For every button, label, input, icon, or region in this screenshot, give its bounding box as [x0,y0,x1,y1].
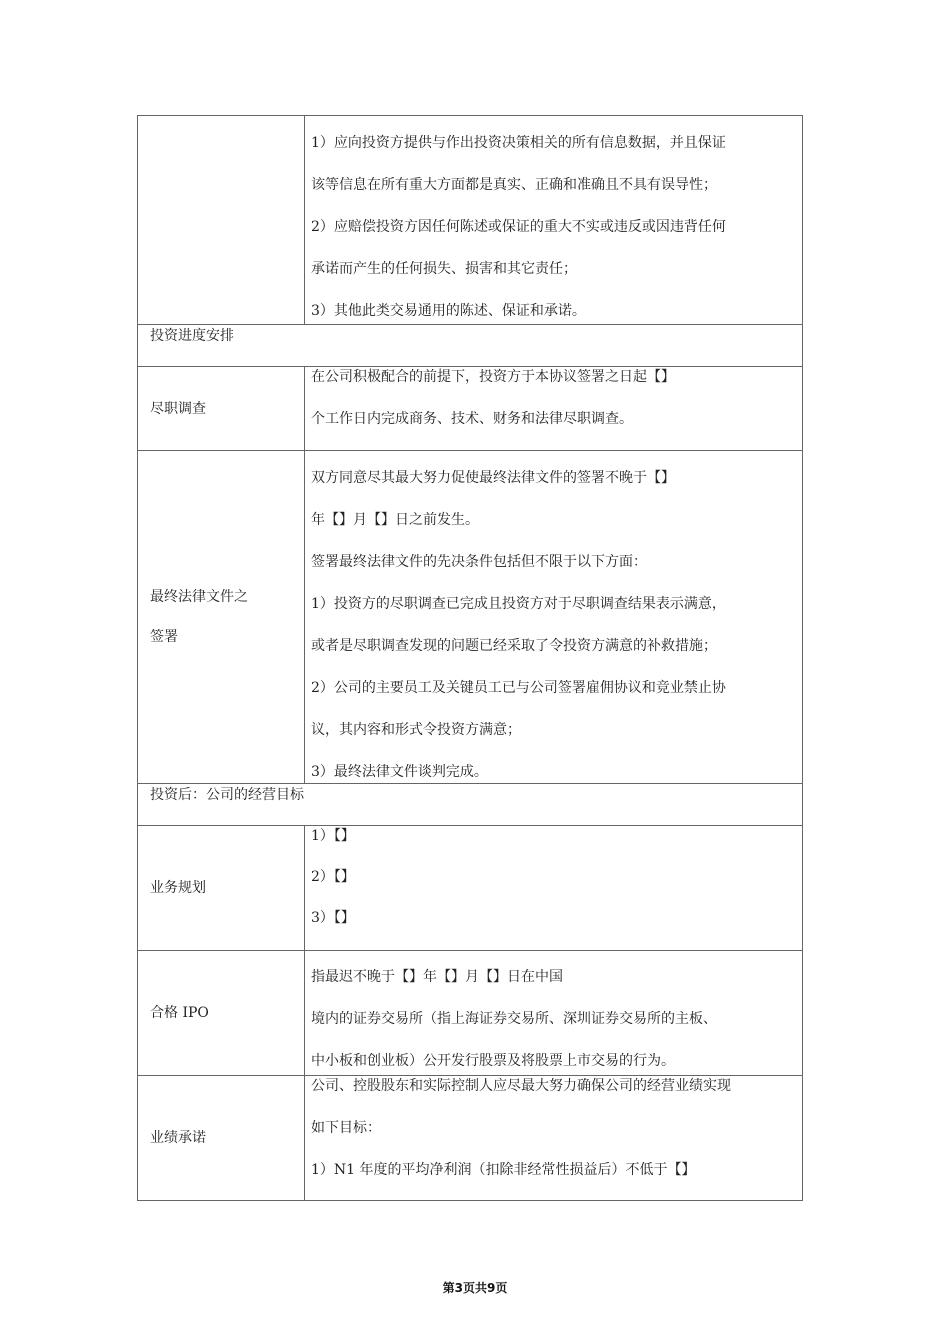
final-docs-line-7: 议，其内容和形式令投资方满意； [311,722,521,738]
due-diligence-label-cell [138,367,305,451]
business-plan-content-cell [305,826,803,951]
business-plan-item-2: 2）【】 [311,869,355,885]
reps-label-cell [138,116,305,325]
performance-label: 业绩承诺 [150,1130,206,1146]
performance-row [138,1076,803,1201]
section-schedule-cell [138,325,803,367]
term-sheet-table [137,115,803,1201]
due-diligence-label: 尽职调查 [150,400,206,417]
reps-line-2: 该等信息在所有重大方面都是真实、正确和准确且不具有误导性； [311,177,717,193]
reps-line-4: 承诺而产生的任何损失、损害和其它责任； [311,261,577,277]
final-docs-line-1: 双方同意尽其最大努力促使最终法律文件的签署不晚于【】 [311,470,675,486]
final-docs-label-cell [138,451,305,784]
section-targets-row [138,784,803,826]
final-docs-line-2: 年【】月【】日之前发生。 [311,512,479,528]
due-diligence-content-cell [305,367,803,451]
reps-line-1: 1）应向投资方提供与作出投资决策相关的所有信息数据，并且保证 [311,135,726,151]
performance-label-cell [138,1076,305,1201]
section-schedule-title: 投资进度安排 [150,328,234,344]
section-schedule-row [138,325,803,367]
qualified-ipo-label-cell [138,951,305,1076]
reps-content-cell [305,116,803,325]
qualified-ipo-row [138,951,803,1076]
qualified-ipo-line-2: 境内的证券交易所（指上海证券交易所、深圳证券交易所的主板、 [311,1011,717,1027]
qualified-ipo-label: 合格 IPO [150,1005,209,1021]
final-docs-content-cell [305,451,803,784]
final-docs-line-6: 2）公司的主要员工及关键员工已与公司签署雇佣协议和竞业禁止协 [311,680,726,696]
final-docs-line-8: 3）最终法律文件谈判完成。 [311,764,488,780]
due-diligence-line-1: 在公司积极配合的前提下，投资方于本协议签署之日起【】 [311,369,675,385]
final-docs-line-5: 或者是尽职调查发现的问题已经采取了令投资方满意的补救措施； [311,638,717,654]
qualified-ipo-line-3: 中小板和创业板）公开发行股票及将股票上市交易的行为。 [311,1053,675,1069]
reps-line-5: 3）其他此类交易通用的陈述、保证和承诺。 [311,303,586,319]
final-docs-line-4: 1）投资方的尽职调查已完成且投资方对于尽职调查结果表示满意， [311,596,726,612]
qualified-ipo-content-cell [305,951,803,1076]
section-targets-title: 投资后：公司的经营目标 [150,787,304,803]
final-docs-label-line-1: 最终法律文件之 [150,589,248,605]
reps-line-3: 2）应赔偿投资方因任何陈述或保证的重大不实或违反或因违背任何 [311,219,726,235]
final-docs-label-line-2: 签署 [150,629,178,645]
business-plan-label-cell [138,826,305,951]
performance-line-1: 公司、控股股东和实际控制人应尽最大努力确保公司的经营业绩实现 [311,1078,731,1094]
page-number-footer: 第3页共9页 [442,1281,508,1295]
business-plan-item-3: 3）【】 [311,910,355,926]
business-plan-row [138,826,803,951]
section-targets-cell [138,784,803,826]
performance-line-3: 1）N1 年度的平均净利润（扣除非经常性损益后）不低于【】 [311,1162,696,1178]
performance-content-cell [305,1076,803,1201]
due-diligence-line-2: 个工作日内完成商务、技术、财务和法律尽职调查。 [311,411,633,427]
performance-line-2: 如下目标： [311,1120,381,1136]
final-docs-row [138,451,803,784]
due-diligence-row [138,367,803,451]
reps-row [138,116,803,325]
qualified-ipo-line-1: 指最迟不晚于【】年【】月【】日在中国 [311,969,563,985]
final-docs-line-3: 签署最终法律文件的先决条件包括但不限于以下方面： [311,554,647,570]
business-plan-label: 业务规划 [150,880,206,896]
business-plan-item-1: 1）【】 [311,828,355,844]
